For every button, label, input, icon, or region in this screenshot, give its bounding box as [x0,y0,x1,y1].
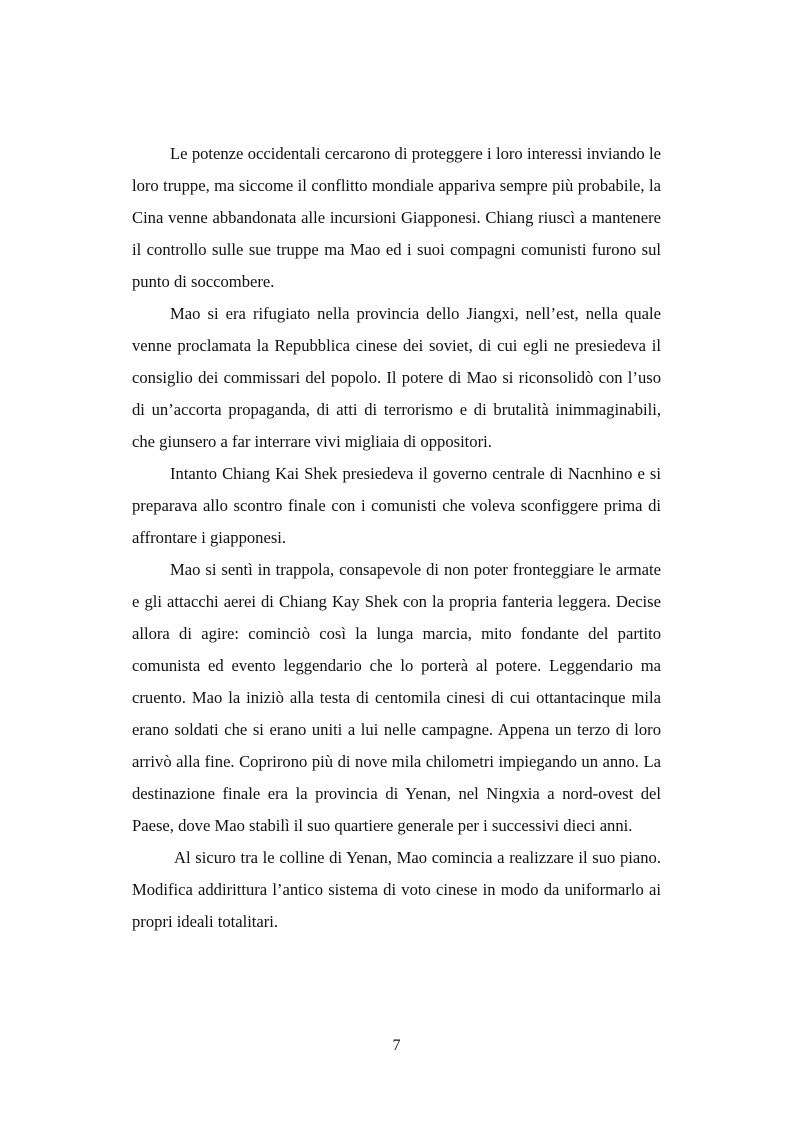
paragraph-4: Mao si sentì in trappola, consapevole di non poter fronteggiare le armate e gli attacchi aerei di Chiang Kay Shek con la propria fanteria leggera. Decise allora di agire: cominciò così la lunga marcia, mito fondante del partito comunista ed evento leggendario che lo porterà al potere. Leggendario ma cruento. Mao la iniziò alla testa di centomila cinesi di cui ottantacinque mila erano soldati che si erano uniti a lui nelle campagne. Appena un terzo di loro arrivò alla fine. Coprirono più di nove mila chilometri impiegando un anno. La destinazione finale era la provincia di Yenan, nel Ningxia a nord-ovest del Paese, dove Mao stabilì il suo quartiere generale per i successivi dieci anni. [132,560,661,835]
page-number: 7 [392,1037,401,1054]
body-text [132,138,661,938]
paragraph-1: Le potenze occidentali cercarono di proteggere i loro interessi inviando le loro truppe, ma siccome il conflitto mondiale appariva sempre più probabile, la Cina venne abbandonata alle incursioni Giapponesi. Chiang riuscì a mantenere il controllo sulle sue truppe ma Mao ed i suoi compagni comunisti furono sul punto di soccombere. [132,144,661,291]
paragraph-2: Mao si era rifugiato nella provincia dello Jiangxi, nell’est, nella quale venne proclamata la Repubblica cinese dei soviet, di cui egli ne presiedeva il consiglio dei commissari del popolo. Il potere di Mao si riconsolidò con l’uso di un’accorta propaganda, di atti di terrorismo e di brutalità inimmaginabili, che giunsero a far interrare vivi migliaia di oppositori. [132,304,661,451]
paragraph-5: Al sicuro tra le colline di Yenan, Mao comincia a realizzare il suo piano. Modifica addirittura l’antico sistema di voto cinese in modo da uniformarlo ai propri ideali totalitari. [132,848,661,931]
paragraph-3: Intanto Chiang Kai Shek presiedeva il governo centrale di Nacnhino e si preparava allo scontro finale con i comunisti che voleva sconfiggere prima di affrontare i giapponesi. [132,464,661,547]
